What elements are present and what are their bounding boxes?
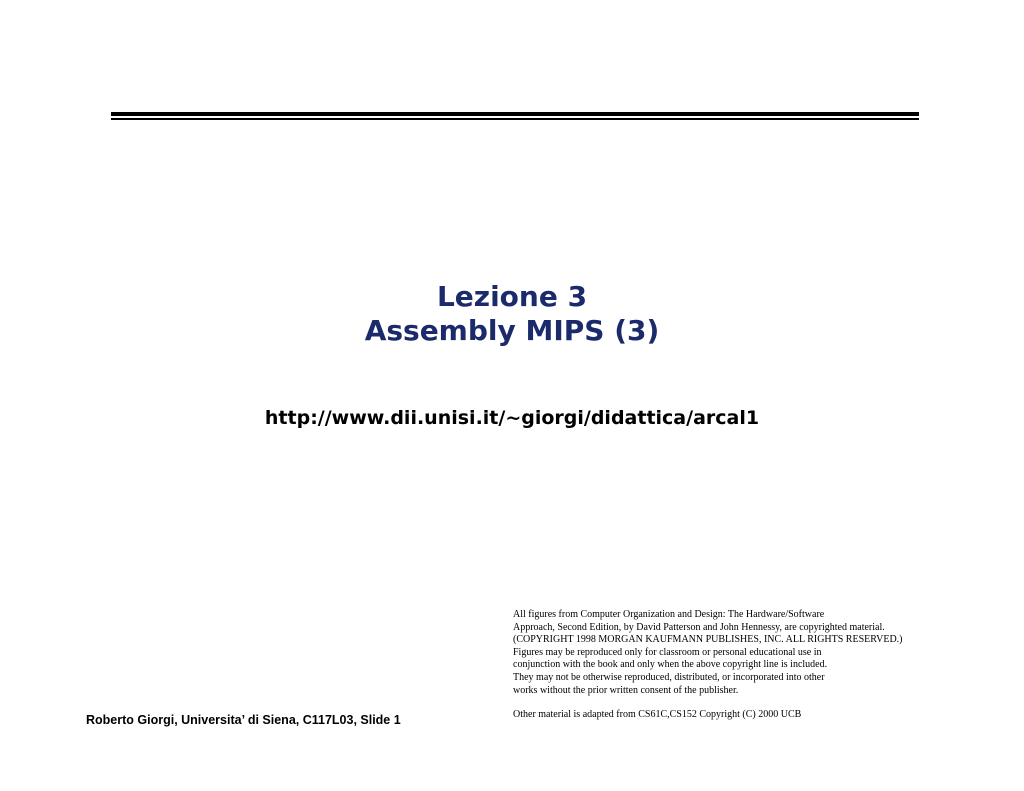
title-line-lecture: Lezione 3 [436,280,588,313]
copyright-line: Figures may be reproduced only for classroom or personal educational use in [513,646,822,658]
copyright-line: (COPYRIGHT 1998 MORGAN KAUFMANN PUBLISHES, INC. ALL RIGHTS RESERVED.) [513,634,903,646]
slide-title [0,280,1024,348]
slide-footer: Roberto Giorgi, Universita’ di Siena, C117L03, Slide 1 [86,713,401,727]
title-line-topic: Assembly MIPS (3) [364,314,660,347]
course-url[interactable]: http://www.dii.unisi.it/~giorgi/didattica/arcal1 [264,407,760,429]
copyright-notice [513,609,983,722]
copyright-line: works without the prior written consent of the publisher. [513,684,739,696]
copyright-line: Approach, Second Edition, by David Patterson and John Hennessy, are copyrighted material. [513,621,885,633]
header-rule-thick [111,112,919,116]
copyright-line: conjunction with the book and only when the above copyright line is included. [513,659,828,671]
copyright-line: They may not be otherwise reproduced, distributed, or incorporated into other [513,671,825,683]
other-material-note: Other material is adapted from CS61C,CS152 Copyright (C) 2000 UCB [513,709,802,721]
copyright-line: All figures from Computer Organization and Design: The Hardware/Software [513,609,825,620]
header-rule-thin [111,118,919,120]
